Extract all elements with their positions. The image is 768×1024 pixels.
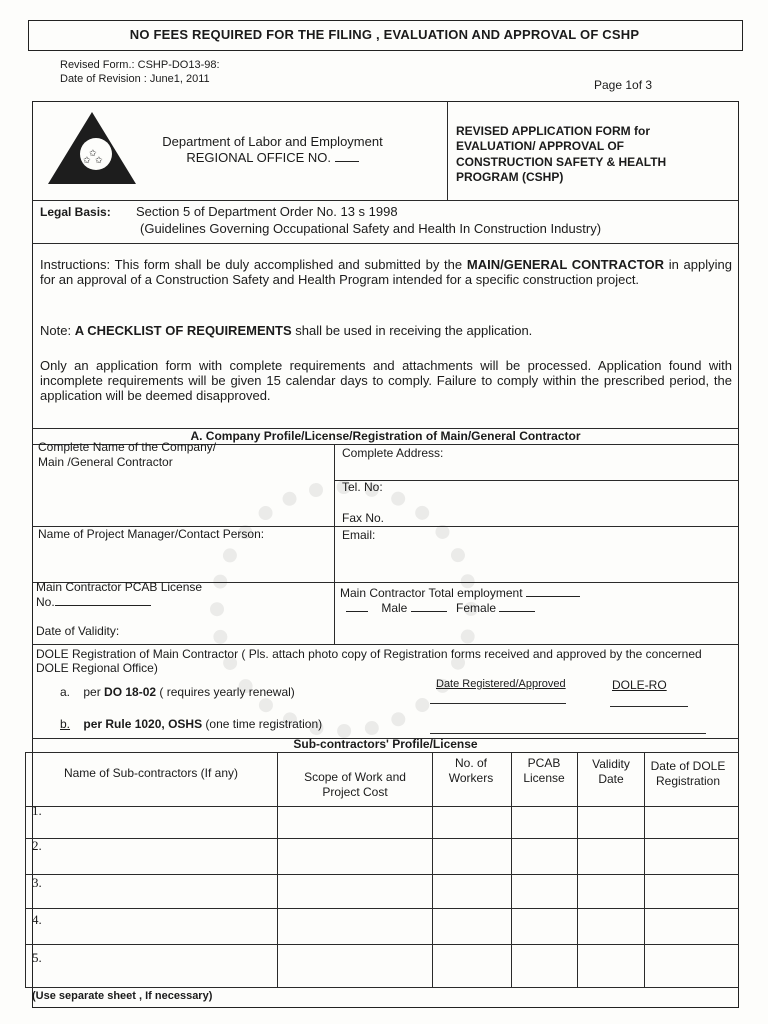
table-row-2-field[interactable] — [28, 840, 736, 872]
table-row: 2. — [32, 838, 42, 853]
svg-text:✩: ✩ — [95, 155, 103, 165]
instructions-label: Instructions: — [40, 257, 111, 272]
address-field[interactable] — [460, 446, 734, 476]
table-row-3-field[interactable] — [28, 876, 736, 906]
divider-legal — [32, 243, 739, 244]
col-header-scope: Scope of Work and Project Cost — [304, 770, 406, 799]
table-row: 5. — [32, 950, 42, 965]
col-header-workers: No. of Workers — [448, 756, 494, 785]
checklist-term: A CHECKLIST OF REQUIREMENTS — [74, 323, 292, 338]
table-header-bottom — [25, 806, 739, 807]
pcab-label-2 — [36, 594, 151, 609]
note-text: shall be used in receiving the application. — [295, 323, 533, 338]
form-title-1: REVISED APPLICATION FORM for — [456, 124, 651, 138]
gender-line — [346, 600, 535, 615]
regional-office — [140, 150, 405, 165]
company-name-label-1: Complete Name of the Company/ — [38, 440, 217, 454]
form-title-2: EVALUATION/ APPROVAL OF — [456, 139, 625, 153]
fees-banner-text: NO FEES REQUIRED FOR THE FILING , EVALUATION AND APPROVAL OF CSHP — [129, 27, 640, 42]
employment-line — [340, 585, 580, 600]
tel-label: Tel. No: — [342, 480, 383, 494]
table-row-line-3 — [25, 908, 739, 909]
email-field[interactable] — [390, 528, 734, 578]
item-b-letter: b. — [60, 717, 71, 731]
item-a-note: ( requires yearly renewal) — [159, 685, 295, 699]
fax-field[interactable] — [390, 508, 734, 526]
item-a-order: DO 18-02 — [104, 685, 157, 699]
section-a-title: A. Company Profile/License/Registration of Main/General Contractor — [190, 429, 581, 443]
divider-pcab — [32, 644, 739, 645]
item-a-letter: a. — [60, 685, 71, 699]
table-row-4-field[interactable] — [28, 910, 736, 942]
dole-ro-label: DOLE-RO — [612, 678, 667, 692]
project-manager-label: Name of Project Manager/Contact Person: — [38, 527, 265, 541]
legal-basis-line1: Section 5 of Department Order No. 13 s 1998 — [136, 204, 398, 219]
table-row-line-4 — [25, 944, 739, 945]
fax-label: Fax No. — [342, 511, 385, 525]
instructions-text-b: in applying for an approval of a Construction Safety and Health Program intended for a specific construction project. — [40, 257, 732, 287]
table-row-line-1 — [25, 838, 739, 839]
only-complete-paragraph: Only an application form with complete requirements and attachments will be processed. Application found with incomplete requirements will be given 15 calendar days to comply. Failure to comply within the prescribed period, the application will be deemed disapproved. — [40, 358, 732, 403]
date-of-revision: Date of Revision : June1, 2011 — [60, 73, 210, 85]
main-contractor-term: MAIN/GENERAL CONTRACTOR — [466, 257, 664, 272]
item-a-per: per — [83, 685, 101, 699]
pcab-number-field[interactable] — [55, 594, 151, 606]
male-count-field[interactable] — [346, 600, 368, 612]
female-label: Female — [456, 601, 497, 615]
col-header-pcab: PCAB License — [523, 756, 565, 785]
svg-text:✩: ✩ — [83, 155, 91, 165]
regional-office-blank — [335, 150, 359, 162]
male-label: Male — [381, 601, 408, 615]
page-number: Page 1of 3 — [594, 78, 653, 92]
table-row: 4. — [32, 912, 42, 927]
email-label: Email: — [342, 528, 376, 542]
instructions-paragraph — [40, 257, 732, 287]
pcab-label-1: Main Contractor PCAB License — [36, 580, 203, 594]
section-a-column-divider — [334, 444, 335, 644]
date-registered-blank[interactable] — [430, 703, 566, 704]
table-row-5-field[interactable] — [28, 946, 736, 984]
table-left-border — [25, 752, 26, 988]
regional-office-label: REGIONAL OFFICE NO. — [186, 150, 332, 165]
divider-header — [32, 200, 739, 201]
form-title-3: CONSTRUCTION SAFETY & HEALTH — [456, 155, 667, 169]
department-name: Department of Labor and Employment — [162, 134, 383, 149]
divider-subcontractors-title — [25, 752, 739, 753]
revised-form-code: Revised Form.: CSHP-DO13-98: — [60, 59, 220, 71]
svg-text:✩: ✩ — [89, 148, 97, 158]
validity-field[interactable] — [138, 622, 328, 640]
dole-registration-text: DOLE Registration of Main Contractor ( Pls. attach photo copy of Registration forms received and approved by the concerned DOLE Regional Office) — [36, 647, 702, 675]
note-label: Note: — [40, 323, 72, 338]
col-header-dole: Date of DOLE Registration — [650, 759, 726, 788]
dole-logo — [44, 108, 140, 188]
female-count-field[interactable] — [499, 600, 535, 612]
tel-field[interactable] — [390, 480, 734, 506]
legal-basis-line2: (Guidelines Governing Occupational Safety and Health In Construction Industry) — [140, 221, 602, 236]
item-b-note: (one time registration) — [205, 717, 323, 731]
validity-label: Date of Validity: — [36, 624, 120, 638]
dole-ro-blank[interactable] — [610, 706, 688, 707]
item-b-blank[interactable] — [430, 733, 706, 734]
form-title-4: PROGRAM (CSHP) — [456, 170, 564, 184]
date-registered-label: Date Registered/Approved — [436, 678, 566, 690]
table-bottom-border — [25, 987, 739, 988]
project-manager-field[interactable] — [36, 545, 330, 579]
item-b-line — [60, 717, 322, 731]
note-line — [40, 323, 732, 338]
item-a-line — [60, 685, 295, 699]
pcab-no-label: No. — [36, 595, 55, 609]
table-row-line-2 — [25, 874, 739, 875]
employment-total-field[interactable] — [526, 585, 580, 597]
subcontractors-title: Sub-contractors' Profile/License — [293, 737, 478, 751]
instructions-text-a: This form shall be duly accomplished and submitted by the — [114, 257, 463, 272]
legal-basis-label: Legal Basis: — [40, 205, 111, 219]
table-row-1-field[interactable] — [28, 808, 736, 836]
item-b-rule: per Rule 1020, OSHS — [83, 717, 203, 731]
header-divider — [447, 101, 448, 200]
col-header-name: Name of Sub-contractors (If any) — [63, 766, 239, 780]
table-row: 3. — [32, 875, 42, 890]
company-name-label-2: Main /General Contractor — [38, 455, 173, 469]
col-header-validity: Validity Date — [592, 757, 630, 786]
employment-label: Main Contractor Total employment — [340, 586, 523, 600]
male-blank-field[interactable] — [411, 600, 447, 612]
table-row: 1. — [32, 803, 42, 818]
subcontractors-footnote: (Use separate sheet , If necessary) — [32, 990, 213, 1002]
company-name-field[interactable] — [36, 472, 330, 516]
address-label: Complete Address: — [342, 446, 444, 460]
